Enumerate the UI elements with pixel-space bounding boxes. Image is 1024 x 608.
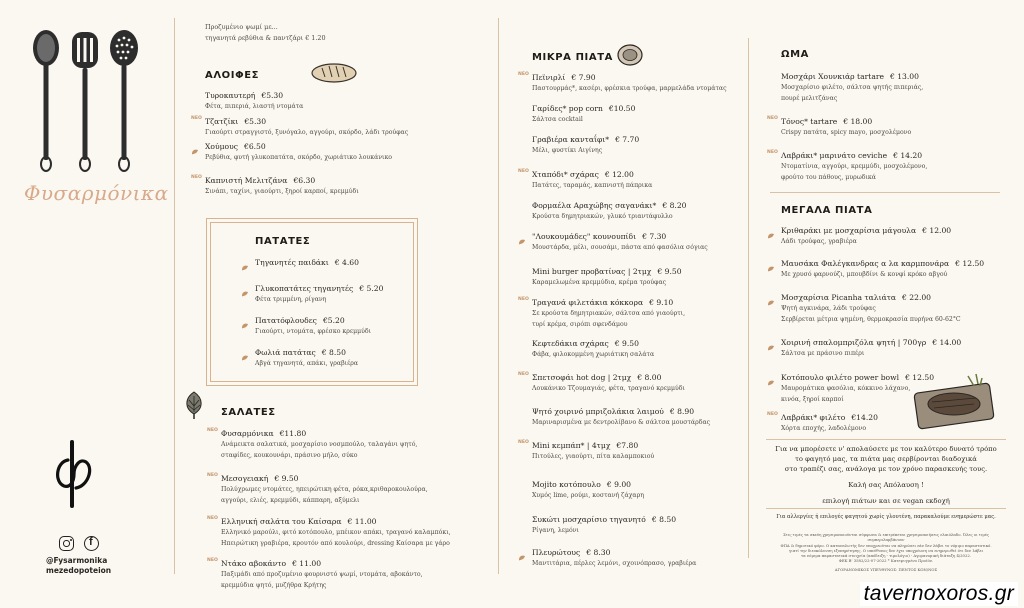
menu-item-name: Χοιρινή σπαλομπριζόλα ψητή | 700γρ xyxy=(781,338,927,347)
new-badge: ΝΕΟ xyxy=(518,169,529,174)
menu-item xyxy=(781,113,911,138)
menu-item-name: Μαυσάκα Φαλέγκανδρας α λα καρμπονάρα xyxy=(781,259,950,268)
menu-item-description: Σάλτσα με πράσινο πιπέρι xyxy=(781,350,865,357)
menu-item xyxy=(255,312,371,337)
menu-item-price: € 11.00 xyxy=(347,517,377,526)
menu-item-price: € 8.50 xyxy=(651,515,677,524)
leaf-icon xyxy=(767,257,775,263)
section-title-mikra-piata: ΜΙΚΡΑ ΠΙΑΤΑ xyxy=(532,52,613,63)
menu-item-name: Τζατζίκι xyxy=(205,117,239,126)
menu-item-price: € 12.50 xyxy=(905,373,935,382)
menu-item-name: "Λουκουμάδες" κουνουπίδι xyxy=(532,232,637,241)
menu-item-name: Κριθαράκι με μοσχαρίσια μάγουλα xyxy=(781,226,917,235)
menu-item-name: Φωλιά πατάτας xyxy=(255,348,316,357)
menu-item-price: €10.50 xyxy=(608,104,636,113)
menu-item xyxy=(255,344,358,369)
menu-item xyxy=(532,335,654,360)
menu-item-description: Σάλτσα cocktail xyxy=(532,116,583,123)
menu-item-description: Μαυρομάτικα φασόλια, κόκκινο λάχανο, xyxy=(781,385,911,392)
menu-item xyxy=(781,68,923,104)
menu-item xyxy=(532,437,654,462)
menu-item-name: Μοσχαρίσια Picanha ταλιάτα xyxy=(781,293,897,302)
allergy-note: Για αλλεργίες ή επιλογές φαγητού χωρίς γλουτένη, παρακαλούμε ενημερώστε μας. xyxy=(776,514,996,520)
menu-item-name: Γλυκοπατάτες τηγανητές xyxy=(255,284,354,293)
menu-item xyxy=(532,166,652,191)
menu-item-description: Αβγά τηγανητά, απάκι, γραβιέρα xyxy=(255,360,359,367)
menu-item-description: Φάβα, φιλοκομμένη χωριάτικη σαλάτα xyxy=(532,351,655,358)
menu-item-price: € 8.00 xyxy=(637,373,662,382)
menu-item-name: Καπνιστή Μελιτζάνα xyxy=(205,176,288,185)
menu-item xyxy=(532,369,685,394)
menu-item xyxy=(532,228,708,253)
column-divider xyxy=(748,38,749,558)
menu-item-price: €7.80 xyxy=(616,441,639,450)
new-badge: ΝΕΟ xyxy=(767,116,778,121)
menu-item-description: Λάδι τρούφας, γραβιέρα xyxy=(781,238,857,245)
menu-item-description: Φέτα, πιπεριά, λιαστή ντομάτα xyxy=(205,103,304,110)
menu-item xyxy=(532,197,687,222)
menu-item xyxy=(532,131,639,156)
menu-item-name: Πεϊνιρλί xyxy=(532,73,566,82)
menu-item-description: Μοσχαρίσιο φιλέτο, σάλτσα ψητής πιπεριάς, xyxy=(781,84,924,91)
plate-icon xyxy=(616,43,644,67)
menu-item-description: Χυμός lime, ρούμι, κοστανή ζάχαρη xyxy=(532,492,644,499)
menu-item xyxy=(205,172,359,197)
menu-item xyxy=(205,87,303,112)
menu-item xyxy=(532,403,710,428)
leaf-icon xyxy=(518,546,526,552)
menu-item-description: Πατάτες, ταραμάς, καπνιστή πάπρικα xyxy=(532,182,653,189)
menu-item-price: € 8.30 xyxy=(586,548,611,557)
menu-item-description: κρεμμύδια ψητό, μυζήθρα Κρήτης xyxy=(221,582,327,589)
menu-item xyxy=(532,100,635,125)
new-badge: ΝΕΟ xyxy=(191,175,202,180)
menu-item-description: Γιαούρτι, ντομάτα, φρέσκο κρεμμύδι xyxy=(255,328,372,335)
menu-item-price: € 22.00 xyxy=(902,293,932,302)
menu-item-name: Μεσογειακή xyxy=(221,474,269,483)
menu-item-price: € 12.00 xyxy=(604,170,634,179)
leaf-icon xyxy=(241,282,249,288)
menu-item-price: €5.30 xyxy=(244,117,267,126)
menu-item-name: Χταπόδι* σχάρας xyxy=(532,170,599,179)
menu-item-price: € 12.00 xyxy=(922,226,952,235)
leaf-icon xyxy=(767,224,775,230)
legal-fine-print: Στις τιμές τα σκεύη χρησιμοποιούνται σύμφωνα & επιτρέπεται χρησιμοποιήσεις ελαιόλαδο. Όλες οι τιμές συμπεριλαμβάνουν ΦΠΑ & δημοτικό φόρο. Ο καταναλωτής δεν υποχρεούται να πληρώσει εάν δεν λάβει το νόμιμο παραστατικό. γιατί την διευκόλυνση εξυπηρέτησης. Ο υπεύθυνος δεν έχει υποχρέωση να ενημερωθεί ότι δεν λάβει τα νόμιμα παραστατικά στοιχεία (απόδειξη - τιμολόγιο) - Αγορανομική διάταξη 4/2022. ΦΕΚ Β' 3582/22-07-2022 * Κατεψυγμένο Προϊόν. ΑΓΟΡΑΝΟΜΙΚΟΣ ΥΠΕΥΘΥΝΟΣ: ΠΕΝΤΟΣ ΚΩΝ/ΝΟΣ xyxy=(780,532,992,572)
menu-item-name: Τυροκαυτερή xyxy=(205,91,256,100)
menu-item-price: € 9.50 xyxy=(657,267,682,276)
menu-item-price: € 8.90 xyxy=(669,407,695,416)
menu-item-price: € 9.00 xyxy=(606,480,631,489)
menu-item xyxy=(255,280,383,305)
new-badge: ΝΕΟ xyxy=(767,412,778,417)
menu-item-description: σταφίδες, κουκουνάρι, πράσινο μήλο, σύκο xyxy=(221,452,358,459)
menu-item-description: Χόρτα εποχής, λαδολέμονο xyxy=(781,425,867,432)
menu-item-name: Ψητό χοιρινό μπριζολάκια λαιμού xyxy=(532,407,664,416)
menu-item-description: Μέλι, φυστίκι Αιγίνης xyxy=(532,147,603,154)
menu-item-price: € 9.50 xyxy=(614,339,639,348)
menu-item-price: €5.20 xyxy=(322,316,345,325)
menu-item-name: Φυσαρμόνικα xyxy=(221,429,274,438)
menu-item xyxy=(221,555,423,591)
menu-item xyxy=(781,409,878,434)
menu-item xyxy=(532,544,696,569)
menu-item-description: Ηπειρώτικη γραβιέρα, κρουτόν από κουλούρι, dressing Καίσαρα με γάρο xyxy=(221,540,450,547)
menu-item-price: € 8.20 xyxy=(662,201,687,210)
menu-item xyxy=(781,222,951,247)
menu-item xyxy=(781,255,984,280)
menu-item-price: €5.30 xyxy=(261,91,284,100)
new-badge: ΝΕΟ xyxy=(518,297,529,302)
menu-item xyxy=(255,254,359,268)
menu-item-description: Παστουρμάς*, κασέρι, φρέσκια τρούφα, μαρμελάδα ντομάτας xyxy=(532,85,727,92)
vegan-note: επιλογή πιάτων και σε vegan εκδοχή xyxy=(822,497,950,505)
menu-item-price: € 18.00 xyxy=(843,117,873,126)
leaf-icon xyxy=(241,314,249,320)
menu-item-name: Τραγανά φιλετάκια κόκκορα xyxy=(532,298,644,307)
watermark: tavernoxoros.gr xyxy=(860,582,1018,606)
menu-item-description: πουρέ μελιτζάνας xyxy=(781,95,838,102)
new-badge: ΝΕΟ xyxy=(207,516,218,521)
menu-item-price: € 7.30 xyxy=(642,232,667,241)
menu-item-name: Σπετσοφάι hot dog | 2τμχ xyxy=(532,373,632,382)
menu-item-price: €6.30 xyxy=(293,176,316,185)
menu-item-description: Ανάμεικτα σαλατικά, μοσχαρίσιο νοσμπούλο, ταλαγάνι ψητό, xyxy=(221,441,418,448)
leaf-icon xyxy=(767,291,775,297)
menu-item xyxy=(532,263,682,288)
new-badge: ΝΕΟ xyxy=(518,372,529,377)
menu-item-name: Mojito κοτόπουλο xyxy=(532,480,601,489)
notice-divider xyxy=(766,508,1006,509)
menu-item-price: € 5.20 xyxy=(359,284,384,293)
new-badge: ΝΕΟ xyxy=(518,440,529,445)
menu-item-price: €11.80 xyxy=(279,429,307,438)
menu-item-price: € 13.00 xyxy=(889,72,919,81)
steak-illustration xyxy=(912,370,996,430)
menu-item-price: € 4.60 xyxy=(334,258,359,267)
menu-item-price: € 14.00 xyxy=(932,338,962,347)
menu-item-price: € 7.70 xyxy=(615,135,640,144)
menu-item-name: Λαβράκι* φιλέτο xyxy=(781,413,846,422)
menu-item-description: Πιτούλες, γιαούρτι, πίτα καλαμποκιού xyxy=(532,453,655,460)
menu-item-description: Παξιμάδι από προζυμένιο φουρνιστό ψωμί, ντομάτα, αβοκάντο, xyxy=(221,571,423,578)
menu-item-description: Crispy πατάτα, spicy mayo, μοσχολέμονο xyxy=(781,129,912,136)
artichoke-icon xyxy=(181,390,207,420)
menu-item-name: Τηγανητές παιδάκι xyxy=(255,258,329,267)
facebook-handle[interactable]: mezedopoteion xyxy=(46,566,112,575)
section-title-salates: ΣΑΛΑΤΕΣ xyxy=(221,407,276,418)
instagram-handle[interactable]: @Fysarmonika xyxy=(46,556,108,565)
section-title-megala-piata: ΜΕΓΑΛΑ ΠΙΑΤΑ xyxy=(781,205,873,216)
menu-item-name: Λαβράκι* μαρινάτο ceviche xyxy=(781,151,888,160)
menu-item-price: € 14.20 xyxy=(893,151,923,160)
menu-item-price: €6.50 xyxy=(243,142,266,151)
menu-item xyxy=(205,113,408,138)
menu-item-price: € 11.00 xyxy=(292,559,322,568)
section-divider xyxy=(770,192,1000,193)
menu-item-name: Συκώτι μοσχαρίσιο τηγανητό xyxy=(532,515,646,524)
brand-name: Φυσαρμόνικα xyxy=(24,181,169,205)
menu-item-price: €14.20 xyxy=(851,413,878,422)
menu-item-name: Κεφτεδάκια σχάρας xyxy=(532,339,609,348)
column-divider xyxy=(498,18,499,574)
menu-item-description: κινόα, ξηροί καρποί xyxy=(781,396,844,403)
menu-item-description: αγγούρι, ελιές, κρεμμύδι, κάππαρη, αξύμελι xyxy=(221,497,360,504)
menu-item xyxy=(221,470,428,506)
menu-item xyxy=(221,513,451,549)
menu-item-price: € 9.50 xyxy=(274,474,299,483)
menu-item-price: € 8.50 xyxy=(321,348,346,357)
menu-item-description: Γιαούρτι στραγγιστό, ξυνόγαλο, αγγούρι, σκόρδο, λάδι τρούφας xyxy=(205,129,409,136)
section-title-aloifes: ΑΛΟΙΦΕΣ xyxy=(205,70,260,81)
menu-item-description: Μαριναρισμένα με δεντρολίβανο & σάλτσα μουστάρδας xyxy=(532,419,711,426)
menu-item-name: Μοσχάρι Χουνκιάρ tartare xyxy=(781,72,884,81)
leaf-icon xyxy=(767,371,775,377)
phi-logo-icon xyxy=(50,438,94,510)
menu-item-price: € 9.10 xyxy=(649,298,674,307)
menu-item-description: Κρούστα δημητριακών, γλυκό τριαντάφυλλο xyxy=(532,213,673,220)
new-badge: ΝΕΟ xyxy=(518,72,529,77)
menu-item-description: φρούτο του πάθους, μυρωδικά xyxy=(781,174,876,181)
menu-item xyxy=(532,69,727,94)
menu-item-name: Ντάκο αβοκάντο xyxy=(221,559,287,568)
menu-item-name: Γαρίδες* pop corn xyxy=(532,104,603,113)
menu-item-name: Χούμους xyxy=(205,142,238,151)
leaf-icon xyxy=(767,336,775,342)
menu-item-description: Λουκάνικο Τζουμαγιάς, φέτα, τραγανό κρεμμύδι xyxy=(532,385,685,392)
new-badge: ΝΕΟ xyxy=(191,116,202,121)
menu-item-description: Σινάπι, ταχίνι, γιαούρτι, ξηροί καρποί, κρεμμύδι xyxy=(205,188,359,195)
kitchen-utensils-illustration xyxy=(24,26,144,176)
menu-item xyxy=(532,294,685,330)
instagram-icon[interactable] xyxy=(59,536,74,551)
menu-item-name: Κοτόπουλο φιλέτο power bowl xyxy=(781,373,900,382)
menu-item-price: € 7.90 xyxy=(571,73,596,82)
menu-item-price: € 12.50 xyxy=(955,259,985,268)
leaf-icon xyxy=(241,256,249,262)
new-badge: ΝΕΟ xyxy=(207,428,218,433)
menu-item xyxy=(532,511,676,536)
section-title-patates: ΠΑΤΑΤΕΣ xyxy=(255,236,311,247)
leaf-icon xyxy=(518,230,526,236)
menu-item-description: Με χρυσό φαρνούζι, μπουβδίνι & κονφί κρόκο αβγού xyxy=(781,271,948,278)
new-badge: ΝΕΟ xyxy=(207,473,218,478)
column-divider xyxy=(174,18,175,574)
leaf-icon xyxy=(191,140,199,146)
new-badge: ΝΕΟ xyxy=(207,558,218,563)
menu-item-description: Μαντιτάρια, πέρλες λεμόνι, σχοινόπρασο, γραβιέρα xyxy=(532,560,697,567)
menu-item-description: Ρίγανη, λεμόνι xyxy=(532,527,579,534)
menu-item-description: Ψητή αγκινάρα, λάδι τρούφας xyxy=(781,305,876,312)
menu-item-name: Mini burger προβατίνας | 2τμχ xyxy=(532,267,652,276)
menu-item-description: Καραμελωμένα κρεμμύδια, κρέμα τρούφας xyxy=(532,279,667,286)
menu-item-name: Mini κεμπάπ* | 4τμχ xyxy=(532,441,611,450)
menu-item-description: Φέτα τριμμένη, ρίγανη xyxy=(255,296,327,303)
menu-item-description: Ρεβύθια, φυτή γλυκοπατάτα, σκόρδο, χωριάτικο λουκάνικο xyxy=(205,154,393,161)
service-notice: Για να μπορέσετε ν' απολαύσετε με τον καλύτερο δυνατό τρόπο το φαγητό μας, τα πιάτα μας σερβίρονται διαδοχικά στο τραπέζι σας, ανάλογα με τον χρόνο παρασκευής τους. xyxy=(775,445,997,473)
menu-item-description: Ελληνικό μαρούλι, φιτό κοτόπουλο, μπέικον απάκι, τραγανό καλαμπόκι, xyxy=(221,529,451,536)
menu-item-name: Ελληνική σαλάτα του Καίσαρα xyxy=(221,517,342,526)
menu-item xyxy=(532,476,644,501)
section-title-oma: ΩΜΑ xyxy=(781,49,809,60)
menu-item-name: Τόνος* tartare xyxy=(781,117,838,126)
menu-item xyxy=(221,425,417,461)
menu-item xyxy=(781,334,961,359)
menu-item-description: Σερβίρεται μέτρια ψημένη, θερμοκρασία πυρήνα 60-62°C xyxy=(781,316,961,323)
bread-icon xyxy=(310,60,358,84)
facebook-icon[interactable]: f xyxy=(84,536,99,551)
menu-item-description: τυρί κρέμα, σιρόπι σφενδάμου xyxy=(532,321,628,328)
menu-item xyxy=(205,138,392,163)
menu-item-description: Πολύχρωμες ντομάτες, ηπειρώτικη φέτα, ρόκα,κριθαροκουλούρα, xyxy=(221,486,428,493)
menu-item-description: Μουστάρδα, μέλι, σουσάμι, πάστα από φασόλια σόγιας xyxy=(532,244,708,251)
menu-item-name: Γραβιέρα κανταΐφι* xyxy=(532,135,610,144)
menu-item xyxy=(781,289,961,325)
menu-item-name: Πατατόφλουδες xyxy=(255,316,317,325)
new-badge: ΝΕΟ xyxy=(767,150,778,155)
menu-item-description: Ντοματίνια, αγγούρι, κρεμμύδι, μοσχολέμονο, xyxy=(781,163,928,170)
menu-item-name: Φορμαέλα Αραχώβης σαγανάκι* xyxy=(532,201,657,210)
menu-item xyxy=(781,147,927,183)
enjoy-message: Καλή σας Απόλαυση ! xyxy=(848,481,924,489)
menu-item-description: Σε κρούστα δημητριακών, σάλτσα από γιαούρτι, xyxy=(532,310,686,317)
menu-item-name: Πλευρώτους xyxy=(532,548,581,557)
leaf-icon xyxy=(241,346,249,352)
bread-intro: Προζυμένιο ψωμί με... τηγανητά ρεβύθια & παντζάρι € 1.20 xyxy=(205,23,326,42)
notice-divider xyxy=(766,439,1006,440)
